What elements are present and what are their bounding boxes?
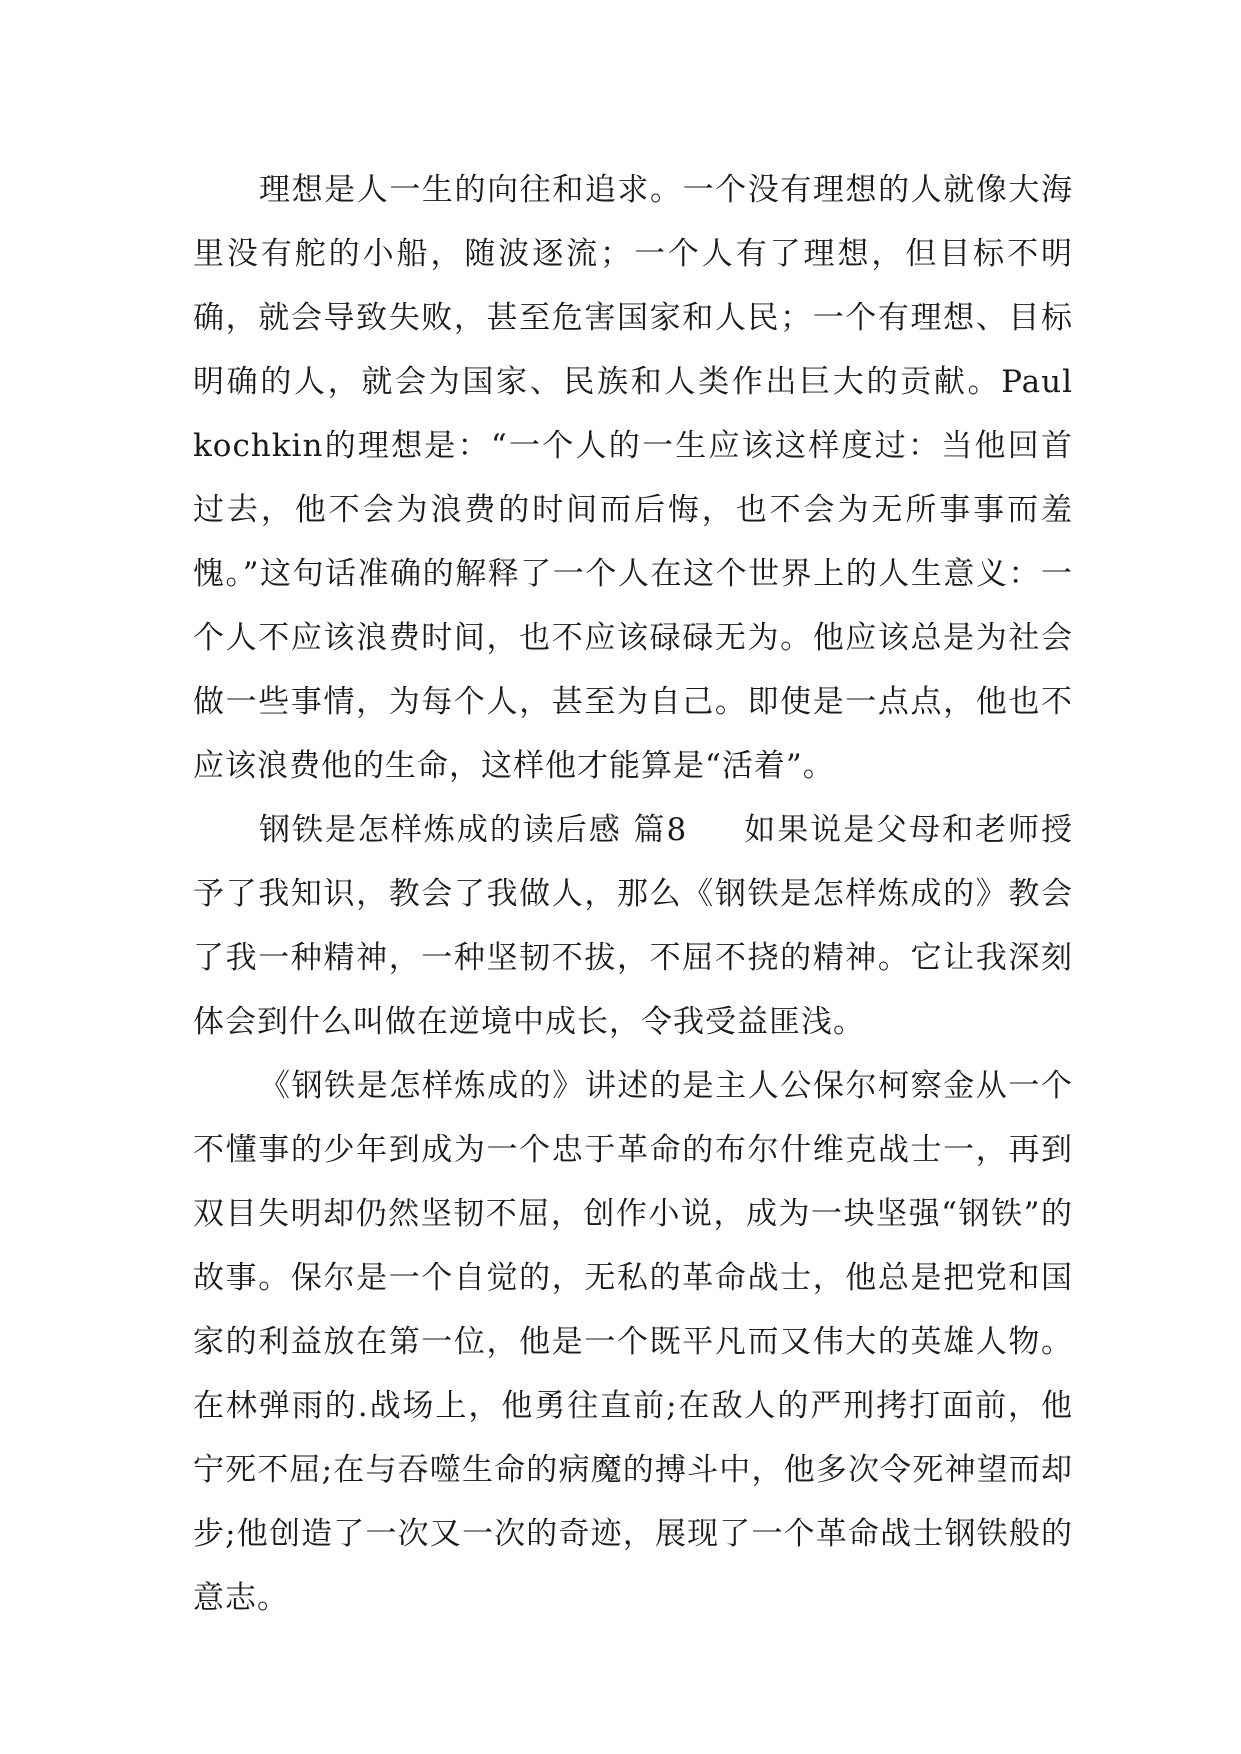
paragraph-essay-8-intro: [193, 798, 1073, 1054]
paragraph-story-summary: [193, 1054, 1073, 1630]
paragraph-ideals: [193, 158, 1073, 798]
paragraph-text: 《钢铁是怎样炼成的》讲述的是主人公保尔柯察金从一个不懂事的少年到成为一个忠于革命的布尔什维克战士一，再到双目失明却仍然坚韧不屈，创作小说，成为一块坚强“钢铁”的故事。保尔是一个自觉的，无私的革命战士，他总是把党和国家的利益放在第一位，他是一个既平凡而又伟大的英雄人物。在林弹雨的.战场上，他勇往直前;在敌人的严刑拷打面前，他宁死不屈;在与吞噬生命的病魔的搏斗中，他多次令死神望而却步;他创造了一次又一次的奇迹，展现了一个革命战士钢铁般的意志。: [193, 1068, 1073, 1616]
essay-heading: 钢铁是怎样炼成的读后感 篇8: [259, 812, 688, 848]
body-text: [193, 158, 1073, 1630]
paragraph-text: 如果说是父母和老师授予了我知识，教会了我做人，那么《钢铁是怎样炼成的》教会了我一种精神，一种坚韧不拔，不屈不挠的精神。它让我深刻体会到什么叫做在逆境中成长，令我受益匪浅。: [193, 812, 1073, 1040]
paragraph-text: 理想是人一生的向往和追求。一个没有理想的人就像大海里没有舵的小船，随波逐流；一个人有了理想，但目标不明确，就会导致失败，甚至危害国家和人民；一个有理想、目标明确的人，就会为国家、民族和人类作出巨大的贡献。Paul kochkin的理想是：“一个人的一生应该这样度过：当他回首过去，他不会为浪费的时间而后悔，也不会为无所事事而羞愧。”这句话准确的解释了一个人在这个世界上的人生意义：一个人不应该浪费时间，也不应该碌碌无为。他应该总是为社会做一些事情，为每个人，甚至为自己。即使是一点点，他也不应该浪费他的生命，这样他才能算是“活着”。: [193, 172, 1073, 784]
